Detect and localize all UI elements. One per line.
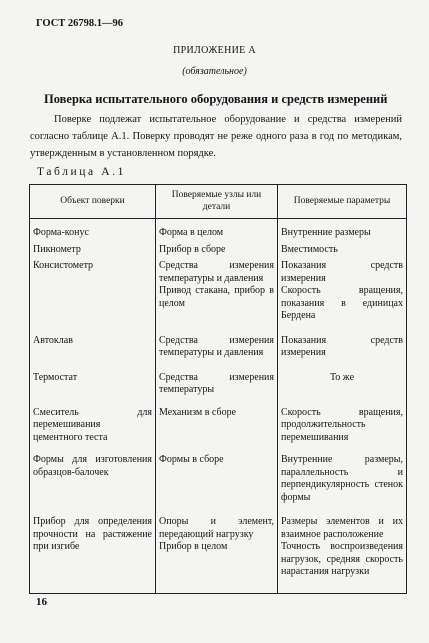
cell-text: То же [329, 371, 355, 383]
cell-text: Механизм в сборе [159, 406, 237, 418]
table-row [30, 256, 407, 323]
table-body [30, 219, 407, 594]
cell-params [278, 240, 407, 257]
cell-object [30, 360, 156, 397]
cell-text: Средства измерения температуры и давления [159, 260, 274, 284]
cell-text: Опоры и элемент, передающий нагрузку [159, 516, 274, 540]
cell-params [278, 256, 407, 323]
table-row [30, 219, 407, 240]
cell-parts [156, 397, 278, 445]
cell-text: Форма в целом [159, 227, 224, 238]
cell-text: Показания средств измерения [281, 334, 403, 358]
cell-text: Вместимость [281, 243, 338, 255]
column-header-parts: Поверяемые узлы или детали [156, 185, 278, 219]
cell-object [30, 504, 156, 593]
cell-text: Скорость вращения, продолжительность перемешивания [281, 406, 403, 443]
cell-text: Пикнометр [33, 243, 81, 255]
page-number: 16 [36, 596, 47, 608]
cell-parts [156, 504, 278, 593]
cell-params [278, 504, 407, 593]
cell-params [278, 397, 407, 445]
cell-parts [156, 256, 278, 323]
cell-text: Термостат [33, 371, 78, 383]
cell-text: Автоклав [33, 334, 73, 346]
cell-parts [156, 444, 278, 504]
table-caption: Таблица А.1 [37, 166, 126, 178]
cell-text: Показания средств измерения [281, 260, 403, 284]
appendix-status: (обязательное) [182, 66, 247, 77]
cell-text: Размеры элементов и их взаимное расположение [281, 516, 403, 540]
intro-paragraph: Поверке подлежат испытательное оборудование и средства измерений согласно таблице А.1. Поверку проводят не реже одного раза в год по методикам, утвержденным в установленном порядке. [30, 114, 402, 159]
cell-text: Скорость вращения, показания в единицах Бердена [281, 285, 403, 321]
cell-text: Прибор в целом [159, 541, 228, 552]
column-header-params: Поверяемые параметры [278, 185, 407, 219]
cell-text: Консистометр [33, 260, 94, 271]
cell-params [278, 323, 407, 360]
cell-object [30, 323, 156, 360]
cell-text: Внутренние размеры [281, 227, 371, 238]
cell-text: Средства измерения температуры [159, 371, 274, 395]
cell-params [278, 444, 407, 504]
cell-params [278, 219, 407, 240]
cell-object [30, 240, 156, 257]
cell-params [278, 360, 407, 397]
cell-text: Смеситель для перемешивания цементного теста [33, 406, 152, 443]
cell-text: Формы в сборе [159, 454, 224, 465]
cell-object [30, 219, 156, 240]
cell-object [30, 397, 156, 445]
cell-text: Прибор для определения прочности на растяжение при изгибе [33, 516, 152, 552]
table-row [30, 444, 407, 504]
section-title: Поверка испытательного оборудования и средств измерений [44, 92, 388, 106]
cell-parts [156, 219, 278, 240]
cell-parts [156, 323, 278, 360]
cell-text: Средства измерения температуры и давления [159, 334, 274, 358]
cell-text: Формы для изготовления образцов-балочек [33, 454, 152, 478]
cell-text: Привод стакана, прибор в целом [159, 285, 274, 309]
cell-parts [156, 360, 278, 397]
table-row [30, 240, 407, 257]
table-row [30, 323, 407, 360]
cell-object [30, 256, 156, 323]
cell-text: Форма-конус [33, 227, 89, 238]
cell-object [30, 444, 156, 504]
cell-text: Прибор в сборе [159, 243, 226, 255]
column-header-object: Объект поверки [30, 185, 156, 219]
table-header-row [30, 185, 407, 219]
table-row [30, 397, 407, 445]
appendix-title: ПРИЛОЖЕНИЕ А [173, 45, 256, 56]
table-row [30, 504, 407, 593]
document-number: ГОСТ 26798.1—96 [36, 18, 124, 29]
verification-table [29, 184, 407, 594]
cell-text: Внутренние размеры, параллельность и перпендикулярность стенок формы [281, 454, 403, 503]
table-row [30, 360, 407, 397]
cell-parts [156, 240, 278, 257]
cell-text: Точность воспроизведения нагрузок, средняя скорость нарастания нагрузки [281, 541, 403, 577]
